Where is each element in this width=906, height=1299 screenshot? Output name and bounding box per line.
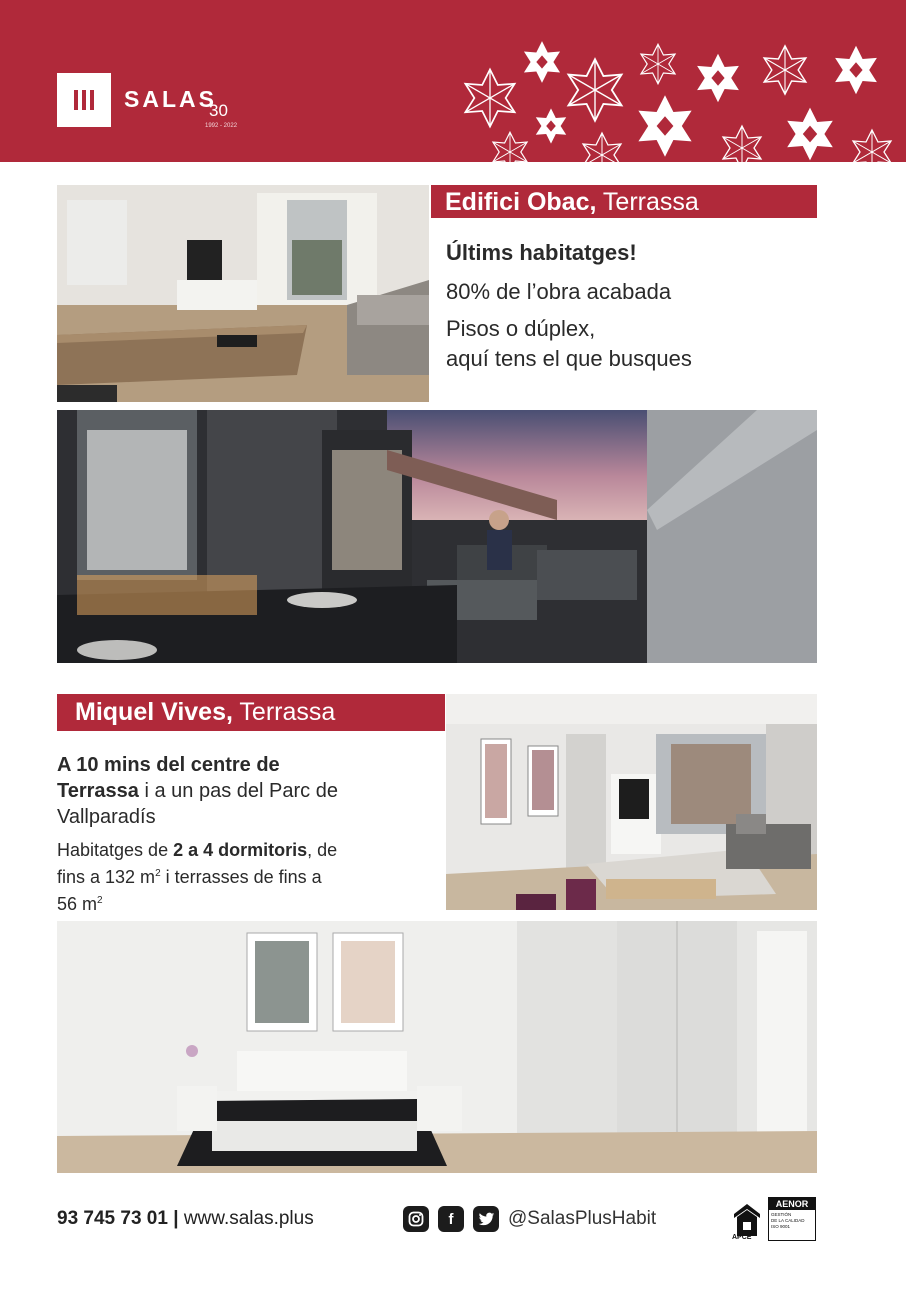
brand-name: SALAS (124, 86, 217, 112)
vives-p2-line3: 56 m (57, 894, 98, 914)
obac-line2b: aquí tens el que busques (446, 346, 692, 371)
header-banner (0, 0, 906, 162)
obac-title-bar (431, 185, 817, 218)
vives-p2-sup1: 2 (155, 868, 161, 879)
vives-title-name: Miquel Vives, (75, 698, 233, 726)
brand-anniversary: 30 (209, 101, 228, 120)
social-handle[interactable]: @SalasPlusHabit (508, 1208, 657, 1229)
vives-living-room-photo (446, 694, 817, 910)
vives-p2-line2b: i terrasses de fins a (160, 867, 322, 887)
vives-p2-sup2: 2 (97, 895, 103, 906)
vives-p2-pre: Habitatges de (57, 840, 174, 860)
aenor-label: AENOR (769, 1198, 815, 1210)
obac-headline: Últims habitatges! (446, 240, 637, 265)
vives-bedroom-photo (57, 921, 817, 1173)
vives-p1-bold2: Terrassa (57, 780, 139, 802)
brand-years: 1992 - 2022 (205, 123, 238, 129)
vives-p1-bold1: A 10 mins del centre de (57, 754, 280, 776)
obac-living-room-photo (57, 185, 429, 402)
obac-line1: 80% de l’obra acabada (446, 279, 672, 304)
apce-label: APCE (732, 1234, 752, 1241)
footer-phone[interactable]: 93 745 73 01 (57, 1208, 168, 1229)
vives-p2-post: , de (307, 840, 338, 860)
vives-p1-rest: i a un pas del Parc de (138, 780, 338, 802)
vives-paragraph1 (57, 752, 442, 830)
vives-p2-line2a: fins a 132 m (57, 867, 156, 887)
footer-contact (57, 1208, 314, 1230)
aenor-sub1: GESTIÓN (771, 1212, 792, 1217)
instagram-icon[interactable] (403, 1206, 429, 1232)
obac-title-city: Terrassa (596, 188, 699, 216)
vives-p1-line3: Vallparadís (57, 806, 156, 828)
aenor-sub2: DE LA CALIDAD (771, 1218, 805, 1223)
snowflake-pattern-icon (0, 0, 906, 162)
obac-line2a: Pisos o dúplex, (446, 316, 596, 341)
vives-p2-bold: 2 a 4 dormitoris (173, 840, 308, 860)
twitter-icon[interactable] (473, 1206, 499, 1232)
obac-title-name: Edifici Obac, (445, 188, 597, 216)
vives-paragraph2 (57, 838, 442, 916)
vives-title-city: Terrassa (232, 698, 336, 726)
aenor-sub3: ISO 9001 (771, 1224, 791, 1229)
footer-separator: | (167, 1208, 184, 1229)
salas-logo-icon (57, 73, 111, 127)
obac-terrace-photo (57, 410, 817, 663)
vives-title-bar (57, 694, 445, 731)
aenor-certification-badge (768, 1197, 816, 1241)
facebook-icon[interactable]: f (438, 1206, 464, 1232)
footer-website[interactable]: www.salas.plus (183, 1208, 314, 1229)
